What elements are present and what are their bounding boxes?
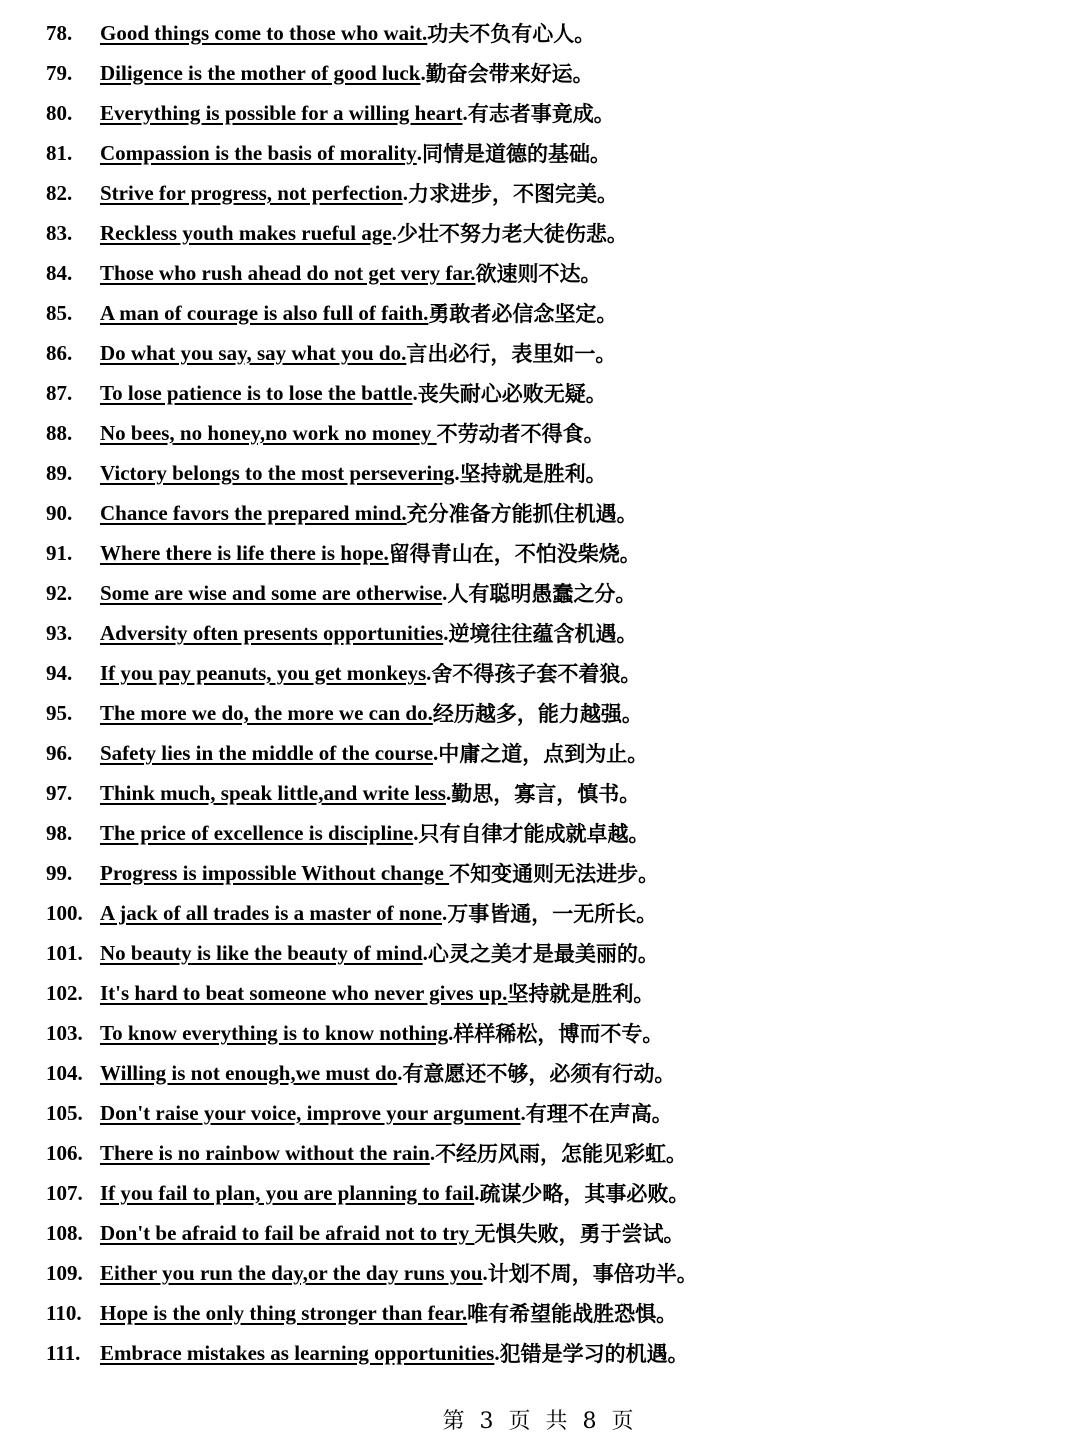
proverb-item: [0, 613, 1080, 653]
english-proverb: To know everything is to know nothing: [100, 1020, 449, 1045]
chinese-translation: 丧失耐心必败无疑。: [417, 382, 607, 406]
english-proverb: A jack of all trades is a master of none: [100, 900, 442, 925]
chinese-translation: 不知变通则无法进步。: [449, 862, 660, 886]
trailing-punctuation: .: [433, 740, 439, 765]
proverb-item: [0, 1053, 1080, 1093]
item-number: 86.: [46, 340, 73, 365]
english-proverb: Some are wise and some are otherwise: [100, 580, 443, 605]
item-number: 104.: [46, 1060, 83, 1085]
proverb-item: [0, 373, 1080, 413]
trailing-punctuation: .: [445, 780, 452, 805]
proverb-item: [0, 93, 1080, 133]
english-proverb: Reckless youth makes rueful age: [100, 220, 392, 245]
item-number: 97.: [46, 780, 73, 805]
trailing-punctuation: .: [412, 380, 418, 405]
item-number: 84.: [46, 260, 73, 285]
trailing-punctuation: .: [454, 460, 460, 485]
proverb-item: [0, 1173, 1080, 1213]
item-number: 105.: [46, 1100, 83, 1125]
proverb-item: [0, 1333, 1080, 1373]
item-number: 99.: [46, 860, 73, 885]
item-number: 92.: [46, 580, 73, 605]
proverb-item: [0, 1293, 1080, 1333]
chinese-translation: 心灵之美才是最美丽的。: [427, 942, 659, 966]
chinese-translation: 样样稀松，博而不专。: [453, 1022, 664, 1046]
item-number: 83.: [46, 220, 73, 245]
proverb-item: [0, 773, 1080, 813]
english-proverb: Think much, speak little,and write less: [100, 780, 446, 805]
english-proverb: No beauty is like the beauty of mind: [100, 940, 423, 965]
item-number: 102.: [46, 980, 83, 1005]
item-number: 89.: [46, 460, 73, 485]
proverb-item: [0, 133, 1080, 173]
trailing-punctuation: .: [442, 900, 448, 925]
chinese-translation: 计划不周，事倍功半。: [487, 1262, 698, 1286]
item-number: 110.: [46, 1300, 82, 1325]
item-number: 81.: [46, 140, 73, 165]
item-number: 109.: [46, 1260, 83, 1285]
proverb-item: [0, 253, 1080, 293]
proverb-item: [0, 1133, 1080, 1173]
item-number: 107.: [46, 1180, 83, 1205]
english-proverb: Compassion is the basis of morality: [100, 140, 417, 165]
proverb-item: [0, 493, 1080, 533]
item-number: 108.: [46, 1220, 83, 1245]
item-number: 91.: [46, 540, 73, 565]
proverb-item: [0, 453, 1080, 493]
trailing-punctuation: .: [426, 660, 432, 685]
chinese-translation: 中庸之道，点到为止。: [438, 742, 649, 766]
chinese-translation: 坚持就是胜利。: [459, 462, 607, 486]
item-number: 93.: [46, 620, 73, 645]
proverb-item: [0, 1253, 1080, 1293]
english-proverb: Hope is the only thing stronger than fear.: [100, 1300, 468, 1325]
item-number: 94.: [46, 660, 73, 685]
proverb-item: [0, 733, 1080, 773]
chinese-translation: 有志者事竟成。: [467, 102, 615, 126]
english-proverb: Safety lies in the middle of the course: [100, 740, 434, 765]
chinese-translation: 欲速则不达。: [475, 262, 602, 286]
trailing-punctuation: .: [413, 820, 419, 845]
item-number: 106.: [46, 1140, 83, 1165]
item-number: 85.: [46, 300, 73, 325]
item-number: 79.: [46, 60, 73, 85]
proverb-item: [0, 213, 1080, 253]
chinese-translation: 勤思，寡言，慎书。: [451, 782, 641, 806]
item-number: 101.: [46, 940, 83, 965]
item-number: 88.: [46, 420, 73, 445]
trailing-punctuation: .: [442, 580, 448, 605]
proverb-item: [0, 1013, 1080, 1053]
english-proverb: Embrace mistakes as learning opportunities: [100, 1340, 495, 1365]
trailing-punctuation: .: [416, 140, 423, 165]
proverb-item: [0, 893, 1080, 933]
trailing-punctuation: .: [494, 1340, 500, 1365]
proverb-item: [0, 533, 1080, 573]
proverb-item: [0, 293, 1080, 333]
chinese-translation: 万事皆通，一无所长。: [447, 902, 658, 926]
item-number: 90.: [46, 500, 73, 525]
english-proverb: Those who rush ahead do not get very far.: [100, 260, 476, 285]
english-proverb: The price of excellence is discipline: [100, 820, 414, 845]
english-proverb: If you fail to plan, you are planning to fail: [100, 1180, 475, 1205]
chinese-translation: 犯错是学习的机遇。: [499, 1342, 689, 1366]
chinese-translation: 勇敢者必信念坚定。: [428, 302, 618, 326]
chinese-translation: 舍不得孩子套不着狼。: [431, 662, 642, 686]
chinese-translation: 逆境往往蕴含机遇。: [448, 622, 638, 646]
item-number: 100.: [46, 900, 83, 925]
trailing-punctuation: .: [422, 940, 428, 965]
english-proverb: The more we do, the more we can do.: [100, 700, 433, 725]
trailing-punctuation: .: [520, 1100, 526, 1125]
proverb-item: [0, 53, 1080, 93]
page-footer: 第 3 页 共 8 页: [442, 1409, 638, 1434]
english-proverb: No bees, no honey,no work no money: [100, 420, 437, 445]
english-proverb: If you pay peanuts, you get monkeys: [100, 660, 427, 685]
proverb-item: [0, 813, 1080, 853]
chinese-translation: 不经历风雨，怎能见彩虹。: [435, 1142, 688, 1166]
proverb-item: [0, 573, 1080, 613]
chinese-translation: 人有聪明愚蠢之分。: [447, 582, 637, 606]
chinese-translation: 少壮不努力老大徒伤悲。: [396, 222, 628, 246]
english-proverb: Progress is impossible Without change: [100, 860, 450, 885]
item-number: 111.: [46, 1340, 81, 1365]
proverb-item: [0, 13, 1080, 53]
proverb-item: [0, 173, 1080, 213]
proverb-item: [0, 413, 1080, 453]
chinese-translation: 言出必行，表里如一。: [406, 342, 617, 366]
english-proverb: Adversity often presents opportunities: [100, 620, 444, 645]
english-proverb: Everything is possible for a willing heart: [100, 100, 463, 125]
proverb-list: [0, 13, 1080, 1373]
item-number: 78.: [46, 20, 73, 45]
proverb-item: [0, 933, 1080, 973]
proverb-item: [0, 973, 1080, 1013]
trailing-punctuation: .: [474, 1180, 480, 1205]
chinese-translation: 勤奋会带来好运。: [425, 62, 594, 86]
chinese-translation: 留得青山在，不怕没柴烧。: [388, 542, 641, 566]
item-number: 98.: [46, 820, 73, 845]
proverb-item: [0, 1213, 1080, 1253]
trailing-punctuation: .: [402, 180, 408, 205]
english-proverb: Where there is life there is hope.: [100, 540, 389, 565]
chinese-translation: 有意愿还不够，必须有行动。: [402, 1062, 676, 1086]
chinese-translation: 不劳动者不得食。: [436, 422, 605, 446]
item-number: 95.: [46, 700, 73, 725]
english-proverb: Diligence is the mother of good luck: [100, 60, 421, 85]
item-number: 87.: [46, 380, 73, 405]
chinese-translation: 疏谋少略，其事必败。: [479, 1182, 690, 1206]
proverb-item: [0, 333, 1080, 373]
english-proverb: There is no rainbow without the rain: [100, 1140, 430, 1165]
english-proverb: Victory belongs to the most persevering: [100, 460, 455, 485]
trailing-punctuation: .: [420, 60, 426, 85]
english-proverb: Either you run the day,or the day runs you: [100, 1260, 483, 1285]
trailing-punctuation: .: [443, 620, 449, 645]
proverb-item: [0, 693, 1080, 733]
english-proverb: Strive for progress, not perfection: [100, 180, 403, 205]
english-proverb: Don't be afraid to fail be afraid not to try: [100, 1220, 475, 1245]
english-proverb: To lose patience is to lose the battle: [100, 380, 413, 405]
english-proverb: It's hard to beat someone who never gives up.: [100, 980, 508, 1005]
chinese-translation: 有理不在声高。: [525, 1102, 673, 1126]
trailing-punctuation: .: [429, 1140, 436, 1165]
proverb-item: [0, 1093, 1080, 1133]
chinese-translation: 只有自律才能成就卓越。: [418, 822, 650, 846]
trailing-punctuation: .: [448, 1020, 454, 1045]
trailing-punctuation: .: [462, 100, 468, 125]
chinese-translation: 充分准备方能抓住机遇。: [406, 502, 638, 526]
english-proverb: Good things come to those who wait.: [100, 20, 428, 45]
chinese-translation: 同情是道德的基础。: [422, 142, 612, 166]
chinese-translation: 坚持就是胜利。: [507, 982, 655, 1006]
proverb-item: [0, 653, 1080, 693]
item-number: 80.: [46, 100, 73, 125]
item-number: 103.: [46, 1020, 83, 1045]
item-number: 96.: [46, 740, 73, 765]
chinese-translation: 功夫不负有心人。: [427, 22, 596, 46]
chinese-translation: 无惧失败，勇于尝试。: [474, 1222, 685, 1246]
proverb-item: [0, 853, 1080, 893]
english-proverb: Don't raise your voice, improve your argument: [100, 1100, 521, 1125]
english-proverb: Chance favors the prepared mind.: [100, 500, 407, 525]
chinese-translation: 唯有希望能战胜恐惧。: [467, 1302, 678, 1326]
item-number: 82.: [46, 180, 73, 205]
english-proverb: Willing is not enough,we must do: [100, 1060, 398, 1085]
english-proverb: Do what you say, say what you do.: [100, 340, 407, 365]
trailing-punctuation: .: [397, 1060, 403, 1085]
trailing-punctuation: .: [391, 220, 397, 245]
chinese-translation: 经历越多，能力越强。: [432, 702, 643, 726]
english-proverb: A man of courage is also full of faith.: [100, 300, 429, 325]
chinese-translation: 力求进步，不图完美。: [407, 182, 618, 206]
trailing-punctuation: .: [482, 1260, 488, 1285]
